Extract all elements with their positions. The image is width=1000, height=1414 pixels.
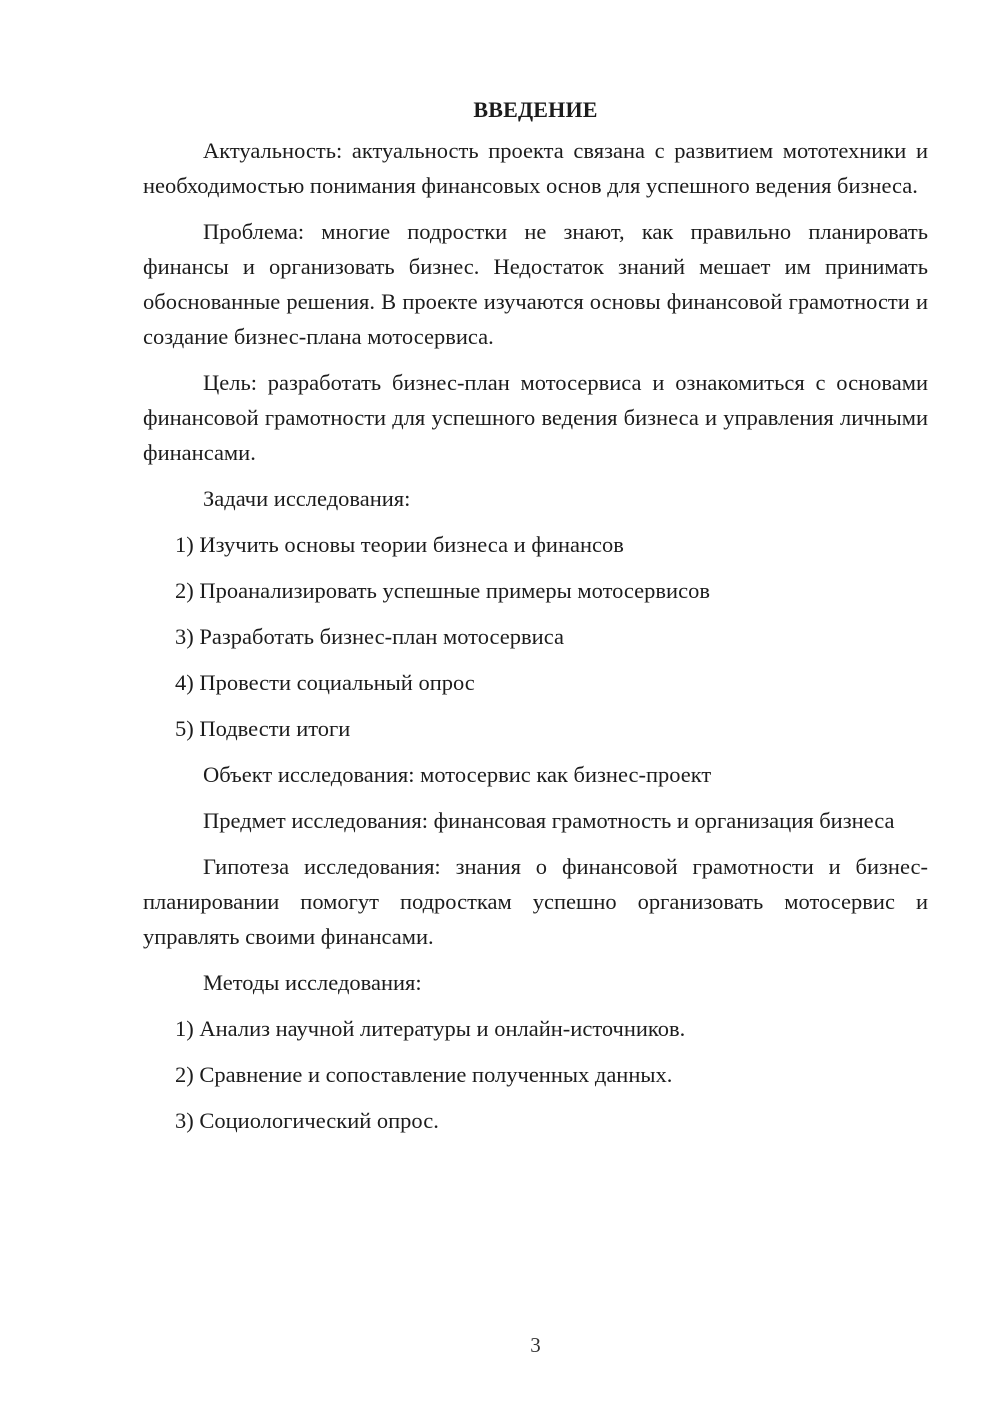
list-item: 5) Подвести итоги <box>175 716 351 741</box>
page-number: 3 <box>530 1333 541 1357</box>
tasks-list <box>143 527 928 746</box>
list-item: 1) Анализ научной литературы и онлайн-источников. <box>175 1016 686 1041</box>
goal-paragraph: Цель: разработать бизнес-план мотосервиса и ознакомиться с основами финансовой грамотности для успешного ведения бизнеса и управления личными финансами. <box>143 370 928 465</box>
list-item: 2) Проанализировать успешные примеры мотосервисов <box>175 578 710 603</box>
list-item: 3) Социологический опрос. <box>175 1108 439 1133</box>
hypothesis-paragraph: Гипотеза исследования: знания о финансовой грамотности и бизнес-планировании помогут подросткам успешно организовать мотосервис и управлять своими финансами. <box>143 854 928 949</box>
page-title: ВВЕДЕНИЕ <box>473 97 598 122</box>
list-item: 3) Разработать бизнес-план мотосервиса <box>175 624 564 649</box>
subject-paragraph: Предмет исследования: финансовая грамотность и организация бизнеса <box>203 808 895 833</box>
list-item: 4) Провести социальный опрос <box>175 670 475 695</box>
methods-heading: Методы исследования: <box>203 970 422 995</box>
document-page <box>143 92 928 1138</box>
problem-paragraph: Проблема: многие подростки не знают, как правильно планировать финансы и организовать бизнес. Недостаток знаний мешает им принимать обоснованные решения. В проекте изучаются основы финансовой грамотности и создание бизнес-плана мотосервиса. <box>143 219 928 349</box>
object-paragraph: Объект исследования: мотосервис как бизнес-проект <box>203 762 712 787</box>
tasks-heading: Задачи исследования: <box>203 486 411 511</box>
relevance-paragraph: Актуальность: актуальность проекта связана с развитием мототехники и необходимостью понимания финансовых основ для успешного ведения бизнеса. <box>143 138 928 198</box>
methods-list <box>143 1011 928 1138</box>
list-item: 1) Изучить основы теории бизнеса и финансов <box>175 532 624 557</box>
list-item: 2) Сравнение и сопоставление полученных данных. <box>175 1062 673 1087</box>
